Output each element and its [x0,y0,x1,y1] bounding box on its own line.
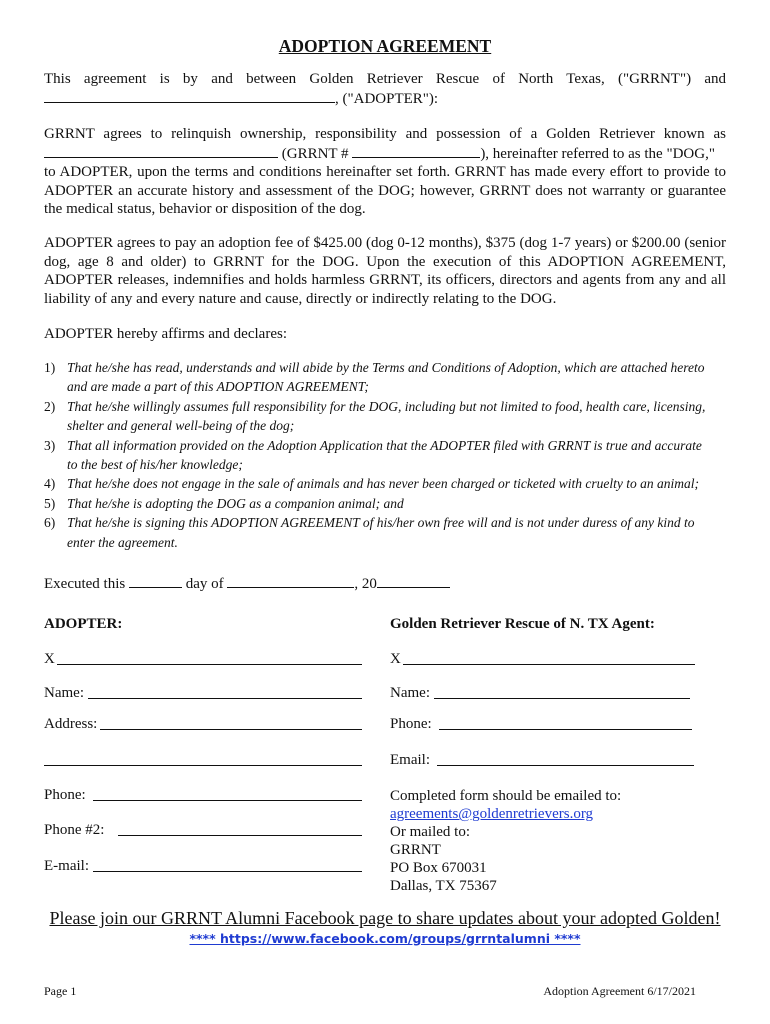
declaration-item [44,513,734,552]
facebook-invite: Please join our GRRNT Alumni Facebook page to share updates about your adopted Golden! [49,908,721,928]
adopter-heading: ADOPTER: [44,616,123,632]
declaration-number: 2) [44,398,56,414]
declaration-text: That he/she is adopting the DOG as a companion animal; and [67,495,404,511]
para2-line-2: dog, age 8 and older) to GRRNT for the DOG. Upon the execution of this ADOPTION AGREEMENT, [44,253,726,270]
agent-signature-field[interactable] [403,664,695,665]
agent-phone-field[interactable] [439,729,692,730]
executed-year-prefix: , 20 [354,576,377,592]
declaration-text: That he/she does not engage in the sale of animals and has never been charged or ticketed with cruelty to an animal; [67,476,700,492]
adopter-signature-x: X [44,651,55,667]
declaration-item [44,358,734,397]
adopter-address-label: Address: [44,716,98,732]
declaration-text-cont: and are made a part of this ADOPTION AGREEMENT; [67,379,369,395]
agent-phone-label: Phone: [390,716,432,732]
agent-name-field[interactable] [434,698,690,699]
grrnt-number-blank[interactable] [352,144,480,158]
declaration-item [44,494,734,513]
completed-form-text: Completed form should be emailed to: [390,788,622,804]
declarations-list [44,358,734,552]
document-title: ADOPTION AGREEMENT [278,36,492,56]
adopter-phone-field[interactable] [93,800,362,801]
agent-heading: Golden Retriever Rescue of N. TX Agent: [390,616,655,632]
para1-line-2-end: ), hereinafter referred to as the "DOG," [480,145,715,162]
adopter-signature-field[interactable] [57,664,362,665]
executed-month-blank[interactable] [227,574,354,588]
declaration-item [44,436,734,475]
declaration-number: 6) [44,515,56,531]
intro-line-2-suffix: , ("ADOPTER"): [335,90,439,107]
executed-mid: day of [181,576,228,592]
declaration-text-cont: shelter and general well-being of the dog; [67,418,295,434]
agent-email-label: Email: [390,752,430,768]
adopter-email-field[interactable] [93,871,362,872]
declaration-text-cont: to the best of his/her knowledge; [67,457,243,473]
dog-name-blank[interactable] [44,144,278,158]
adopter-email-label: E-mail: [44,858,89,874]
para1-line-1: GRRNT agrees to relinquish ownership, responsibility and possession of a Golden Retriever known as [44,126,726,142]
declaration-item [44,397,734,436]
mailing-org: GRRNT [390,842,441,858]
affirm-statement: ADOPTER hereby affirms and declares: [44,326,287,342]
intro-paragraph [44,70,726,108]
para1-line-4: ADOPTER an accurate history and assessment of the DOG; however, GRRNT does not warranty or guarantee [44,182,726,199]
agent-email-field[interactable] [437,765,694,766]
agent-name-label: Name: [390,685,430,701]
adopter-phone-label: Phone: [44,787,86,803]
declaration-text: That he/she is signing this ADOPTION AGREEMENT of his/her own free will and is not under duress of any kind to [67,515,695,531]
declaration-text: That he/she willingly assumes full responsibility for the DOG, including but not limited to food, health care, licensing, [67,398,706,414]
adopter-name-label: Name: [44,685,84,701]
mailed-text: Or mailed to: [390,824,470,840]
declaration-number: 1) [44,360,56,375]
agent-signature-x: X [390,651,401,667]
para1-line-3: to ADOPTER, upon the terms and conditions hereinafter set forth. GRRNT has made every effort to provide to [44,164,726,180]
executed-line [44,574,450,593]
declaration-text-cont: enter the agreement. [67,534,178,550]
declaration-number: 3) [44,437,56,453]
executed-year-blank[interactable] [377,574,450,588]
agreements-email-link[interactable]: agreements@goldenretrievers.org [390,806,594,822]
para1-grrnt-number-label: (GRRNT # [278,145,353,162]
facebook-group-link[interactable]: **** https://www.facebook.com/groups/grrntalumni **** [189,931,581,946]
adopter-address-field[interactable] [100,729,362,730]
para2-line-3: ADOPTER releases, indemnifies and holds harmless GRRNT, its officers, directors and agents from any and all [44,272,726,288]
para1-line-5: the medical status, behavior or disposition of the dog. [44,201,366,217]
para2-line-4: liability of any and every nature and cause, directly or indirectly relating to the DOG. [44,290,557,307]
relinquish-paragraph [44,125,726,219]
mailing-city: Dallas, TX 75367 [390,878,497,894]
declaration-number: 5) [44,495,56,511]
adopter-address-line-2-field[interactable] [44,765,362,766]
document-version: Adoption Agreement 6/17/2021 [543,984,696,998]
mailing-po-box: PO Box 670031 [390,860,487,876]
declaration-text: That all information provided on the Adoption Application that the ADOPTER filed with GRRNT is true and accurate [67,437,702,453]
fee-paragraph [44,234,726,308]
adopter-phone2-label: Phone #2: [44,822,105,838]
executed-day-blank[interactable] [129,574,182,588]
declaration-text: That he/she has read, understands and will abide by the Terms and Conditions of Adoption, which are attached hereto [67,360,705,375]
intro-line-1: This agreement is by and between Golden Retriever Rescue of North Texas, ("GRRNT") and [44,71,726,87]
adopter-name-blank[interactable] [44,89,335,103]
declaration-item [44,474,734,493]
page-number: Page 1 [44,984,77,998]
adopter-phone2-field[interactable] [118,835,362,836]
para2-line-1: ADOPTER agrees to pay an adoption fee of $425.00 (dog 0-12 months), $375 (dog 1-7 years) or $200.00 (senior [44,235,726,251]
mailing-instructions [390,787,621,895]
declaration-number: 4) [44,476,56,492]
executed-prefix: Executed this [44,576,129,592]
adopter-name-field[interactable] [88,698,362,699]
